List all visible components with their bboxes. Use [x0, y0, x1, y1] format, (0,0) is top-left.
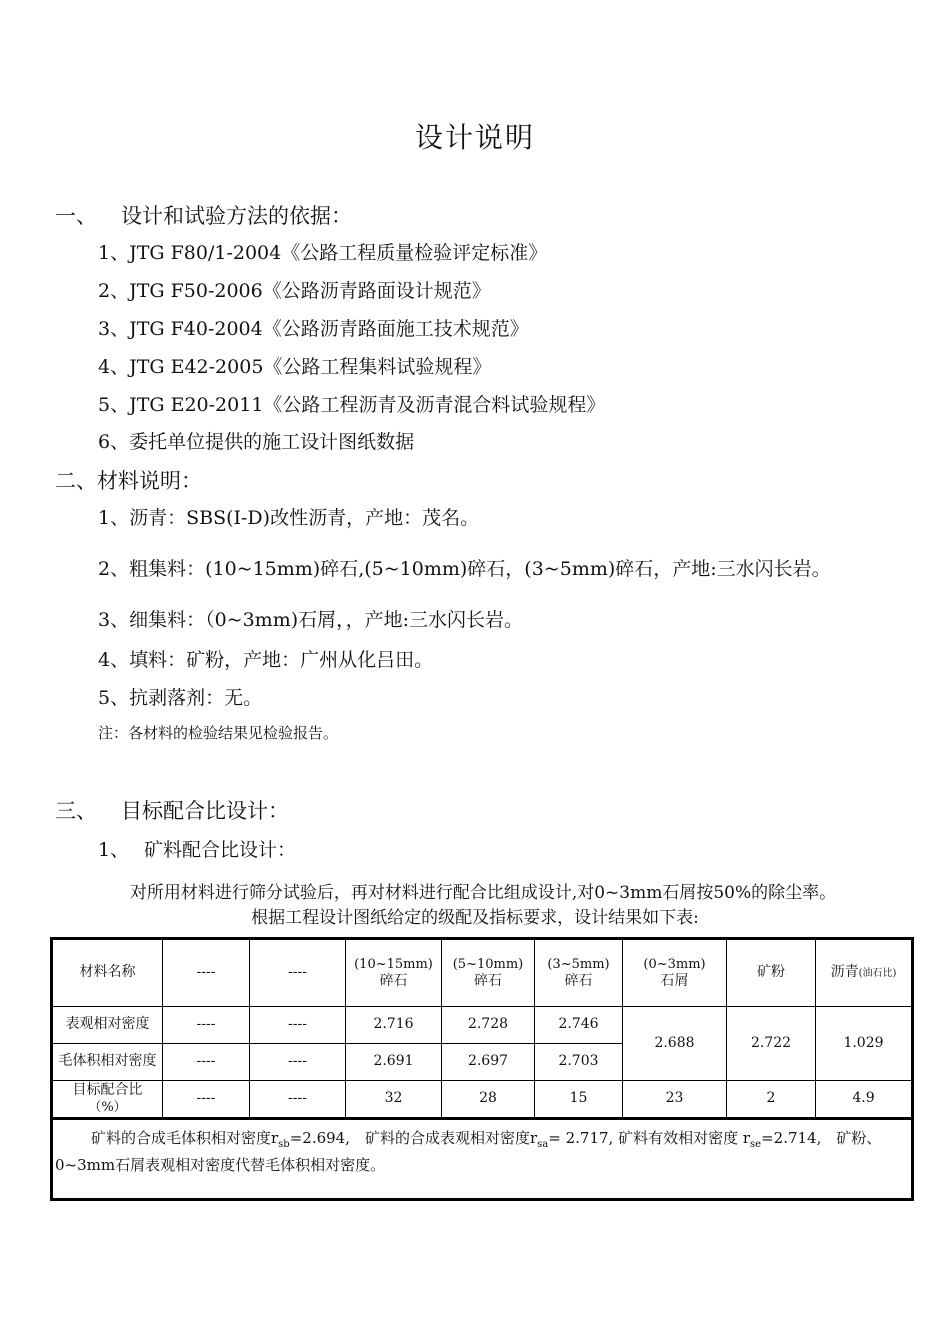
row-label-target-ratio: 目标配合比 （%）	[52, 1081, 163, 1119]
row-label-apparent-density: 表观相对密度	[52, 1007, 163, 1044]
summary-text: 矿料的合成毛体积相对密度$r_{sb}=2.694$, 矿料的合成表观相对密度$r_{sa}= 2.717$, 矿料有效相对密度 $r_{se}=2.714$, 矿粉、0~3mm石屑表观相对密度代替毛体积相对密度。	[55, 1129, 882, 1174]
table-cell: 2.746	[535, 1007, 623, 1044]
section2-item-4: 4、填料：矿粉，产地：广州从化吕田。	[98, 649, 434, 671]
section1-item-1: 1、JTG F80/1-2004《公路工程质量检验评定标准》	[98, 242, 548, 264]
section2-item-3: 3、细集料：（0~3mm)石屑，，产地:三水闪长岩。	[98, 609, 524, 631]
table-cell: ----	[250, 1044, 346, 1081]
section3-para1: 对所用材料进行筛分试验后，再对材料进行配合比组成设计,对0~3mm石屑按50%的除尘率。	[129, 883, 837, 903]
header-mineral-powder: 矿粉	[727, 939, 816, 1007]
table-cell: 2.703	[535, 1044, 623, 1081]
table-cell: 2.691	[346, 1044, 442, 1081]
table-cell: 2.697	[442, 1044, 535, 1081]
table-cell: ----	[163, 1081, 250, 1119]
header-dash-1: ----	[163, 939, 250, 1007]
section1-number: 一、	[55, 204, 97, 228]
section1-heading	[55, 200, 352, 230]
header-0-3mm: (0~3mm) 石屑	[623, 939, 727, 1007]
table-cell: ----	[163, 1007, 250, 1044]
table-header-row	[52, 939, 913, 1007]
table-cell: ----	[163, 1044, 250, 1081]
row-label-bulk-density: 毛体积相对密度	[52, 1044, 163, 1081]
table-cell: 4.9	[816, 1081, 913, 1119]
table-cell: 23	[623, 1081, 727, 1119]
merged-cell-0-3mm: 2.688	[623, 1007, 727, 1081]
merged-cell-asphalt: 1.029	[816, 1007, 913, 1081]
summary-cell	[52, 1119, 913, 1200]
section1-item-5: 5、JTG E20-2011《公路工程沥青及沥青混合料试验规程》	[98, 394, 606, 416]
section2-heading: 二、材料说明：	[55, 469, 202, 493]
section1-item-3: 3、JTG F40-2004《公路沥青路面施工技术规范》	[98, 318, 529, 340]
table-row	[52, 1081, 913, 1119]
header-5-10mm: (5~10mm) 碎石	[442, 939, 535, 1007]
section2-note: 注：各材料的检验结果见检验报告。	[98, 724, 339, 742]
section3-number: 三、	[55, 799, 97, 823]
section3-sub-title: 矿料配合比设计：	[144, 839, 297, 861]
header-asphalt: 沥青(油石比)	[816, 939, 913, 1007]
section1-title: 设计和试验方法的依据：	[121, 204, 352, 228]
section1-item-4: 4、JTG E42-2005《公路工程集料试验规程》	[98, 356, 492, 378]
table-cell: 28	[442, 1081, 535, 1119]
section2-item-5: 5、抗剥落剂：无。	[98, 687, 263, 709]
table-row	[52, 1007, 913, 1044]
section1-item-6: 6、委托单位提供的施工设计图纸数据	[98, 431, 415, 453]
merged-cell-mineral-powder: 2.722	[727, 1007, 816, 1081]
table-cell: ----	[250, 1007, 346, 1044]
section3-para2: 根据工程设计图纸给定的级配及指标要求，设计结果如下表:	[251, 908, 699, 928]
table-cell: ----	[250, 1081, 346, 1119]
page-title: 设计说明	[414, 121, 535, 154]
table-summary-row	[52, 1119, 913, 1200]
table-cell: 2	[727, 1081, 816, 1119]
section3-title: 目标配合比设计：	[121, 799, 289, 823]
header-10-15mm: (10~15mm) 碎石	[346, 939, 442, 1007]
header-material-name: 材料名称	[52, 939, 163, 1007]
table-cell: 2.716	[346, 1007, 442, 1044]
header-3-5mm: (3~5mm) 碎石	[535, 939, 623, 1007]
table-cell: 2.728	[442, 1007, 535, 1044]
table-cell: 32	[346, 1081, 442, 1119]
mix-design-table	[50, 937, 914, 1201]
header-dash-2: ----	[250, 939, 346, 1007]
section3-heading	[55, 795, 289, 825]
section3-sub-number: 1、	[98, 839, 130, 861]
section3-subheading	[98, 835, 296, 862]
section1-item-2: 2、JTG F50-2006《公路沥青路面设计规范》	[98, 280, 491, 302]
table-cell: 15	[535, 1081, 623, 1119]
section2-item-1: 1、沥青：SBS(I-D)改性沥青，产地：茂名。	[98, 507, 480, 529]
section2-item-2: 2、粗集料：(10~15mm)碎石,(5~10mm)碎石，(3~5mm)碎石，产地:三水闪长岩。	[98, 558, 831, 580]
